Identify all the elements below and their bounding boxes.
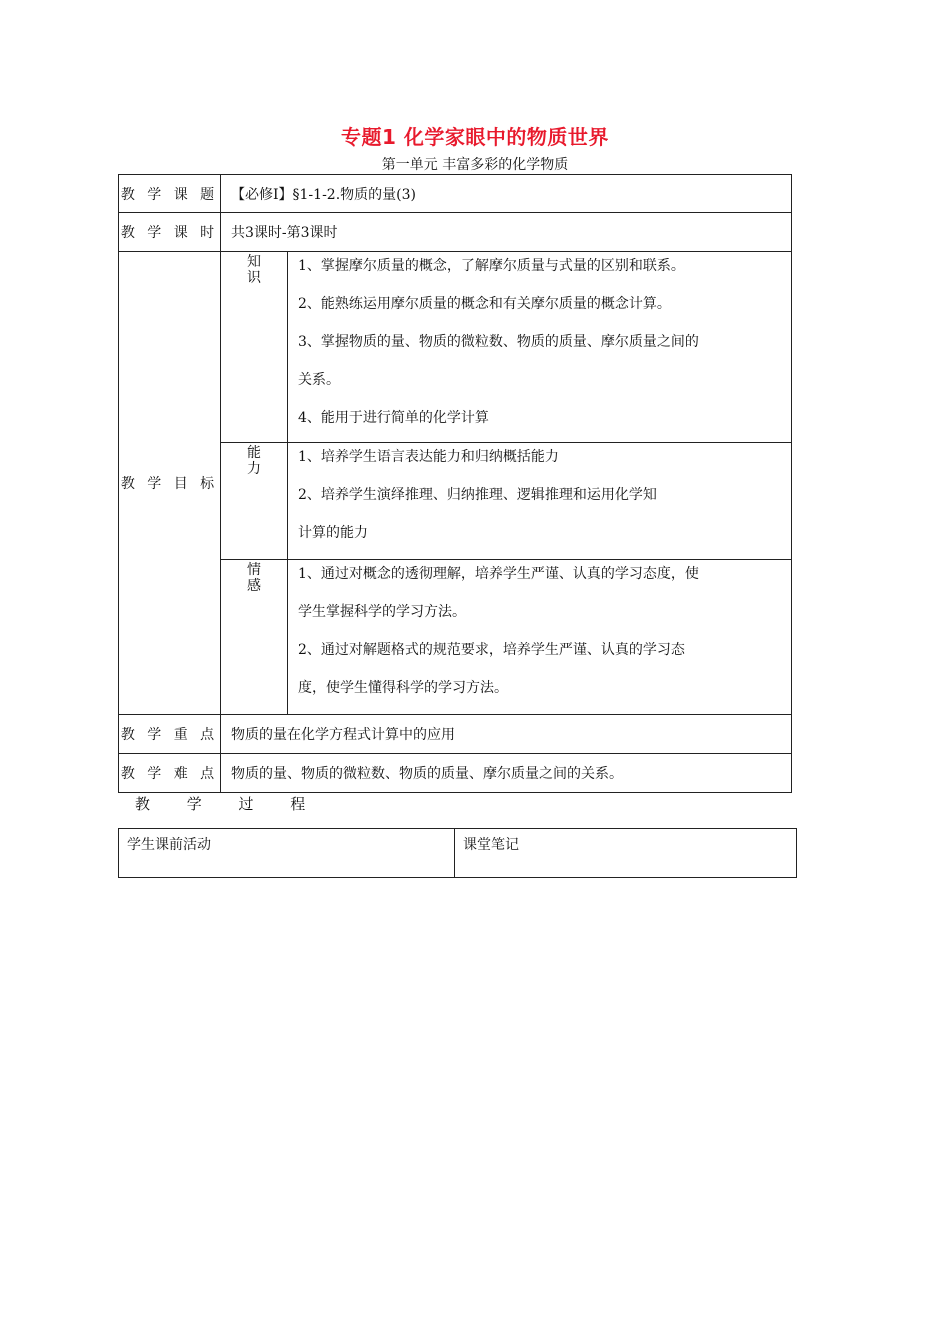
emotion-item: 1、通过对概念的透彻理解，培养学生严谨、认真的学习态度，使 xyxy=(298,566,699,582)
ability-item: 计算的能力 xyxy=(298,525,368,541)
course-label: 教 学 课 题 xyxy=(119,175,221,213)
knowledge-label: 知识 xyxy=(221,252,288,443)
process-table xyxy=(118,828,797,878)
key-point-label: 教 学 重 点 xyxy=(119,715,221,754)
key-point-row xyxy=(119,715,792,754)
knowledge-item: 关系。 xyxy=(298,372,340,388)
document-subtitle: 第一单元 丰富多彩的化学物质 xyxy=(381,157,569,173)
ability-item: 1、培养学生语言表达能力和归纳概括能力 xyxy=(298,449,559,465)
knowledge-item: 1、掌握摩尔质量的概念，了解摩尔质量与式量的区别和联系。 xyxy=(298,258,685,274)
document-title: 专题1 化学家眼中的物质世界 xyxy=(341,125,609,149)
lesson-plan-table xyxy=(118,174,792,793)
knowledge-items xyxy=(288,252,792,443)
ability-label: 能力 xyxy=(221,443,288,560)
knowledge-item: 3、掌握物质的量、物质的微粒数、物质的质量、摩尔质量之间的 xyxy=(298,334,699,350)
course-value: 【必修Ⅰ】§1-1-2.物质的量(3) xyxy=(221,175,792,213)
goals-label: 教 学 目 标 xyxy=(119,252,221,715)
process-heading: 教 学 过 程 xyxy=(135,795,322,813)
ability-items xyxy=(288,443,792,560)
knowledge-item: 4、能用于进行简单的化学计算 xyxy=(298,410,489,426)
knowledge-item: 2、能熟练运用摩尔质量的概念和有关摩尔质量的概念计算。 xyxy=(298,296,671,312)
emotion-item: 度，使学生懂得科学的学习方法。 xyxy=(298,680,508,696)
ability-item: 2、培养学生演绎推理、归纳推理、逻辑推理和运用化学知 xyxy=(298,487,657,503)
knowledge-row xyxy=(119,252,792,443)
hours-value: 共3课时-第3课时 xyxy=(221,213,792,252)
key-point-value: 物质的量在化学方程式计算中的应用 xyxy=(221,715,792,754)
process-header-row xyxy=(119,829,797,878)
difficulty-row xyxy=(119,754,792,793)
hours-label: 教 学 课 时 xyxy=(119,213,221,252)
emotion-items xyxy=(288,560,792,715)
class-notes-header: 课堂笔记 xyxy=(455,829,797,878)
difficulty-label: 教 学 难 点 xyxy=(119,754,221,793)
course-row xyxy=(119,175,792,213)
emotion-item: 2、通过对解题格式的规范要求，培养学生严谨、认真的学习态 xyxy=(298,642,685,658)
pre-class-activity-header: 学生课前活动 xyxy=(119,829,455,878)
emotion-label: 情感 xyxy=(221,560,288,715)
hours-row xyxy=(119,213,792,252)
emotion-item: 学生掌握科学的学习方法。 xyxy=(298,604,466,620)
difficulty-value: 物质的量、物质的微粒数、物质的质量、摩尔质量之间的关系。 xyxy=(221,754,792,793)
